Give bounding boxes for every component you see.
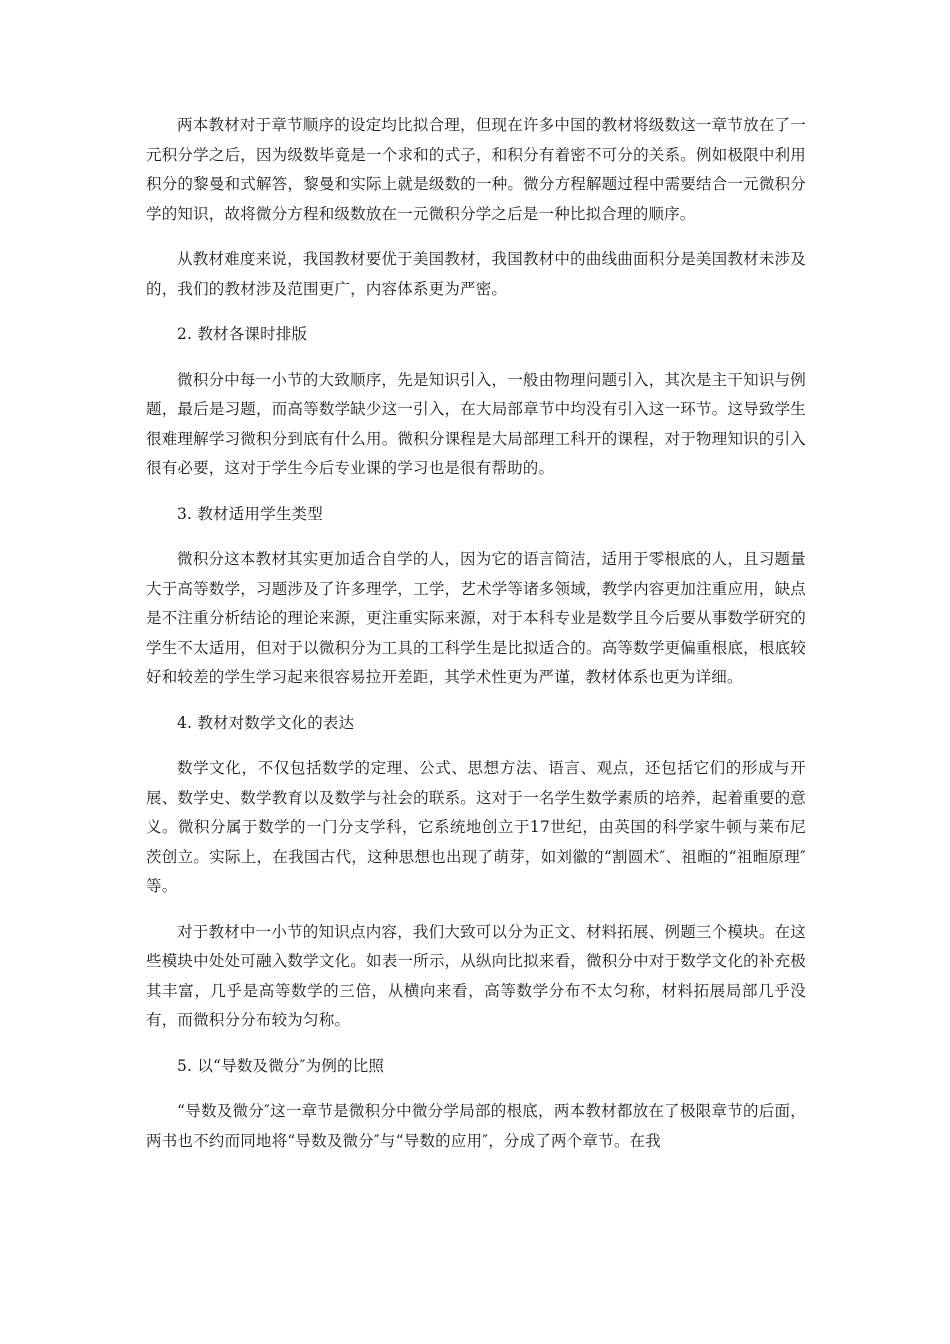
- paragraph-knowledge-modules: 对于教材中一小节的知识点内容，我们大致可以分为正文、材料拓展、例题三个模块。在这些模块中处处可融入数学文化。如表一所示，从纵向比拟来看，微积分中对于数学文化的补充极其丰富，几乎是高等数学的三倍，从横向来看，高等数学分布不太匀称，材料拓展局部几乎没有，而微积分分布较为匀称。: [146, 922, 806, 1029]
- section-heading-3: 3. 教材适用学生类型: [177, 504, 323, 523]
- section-heading-4: 4. 教材对数学文化的表达: [177, 713, 355, 732]
- paragraph-lesson-layout: 微积分中每一小节的大致顺序，先是知识引入，一般由物理问题引入，其次是主干知识与例题，最后是习题，而高等数学缺少这一引入，在大局部章节中均没有引入这一环节。这导致学生很难理解学习微积分到底有什么用。微积分课程是大局部理工科开的课程，对于物理知识的引入很有必要，这对于学生今后专业课的学习也是很有帮助的。: [146, 370, 806, 477]
- paragraph-student-types: 微积分这本教材其实更加适合自学的人，因为它的语言简洁，适用于零根底的人，且习题量大于高等数学，习题涉及了许多理学，工学，艺术学等诸多领域，教学内容更加注重应用，缺点是不注重分析结论的理论来源，更注重实际来源，对于本科专业是数学且今后要从事数学研究的学生不太适用，但对于以微积分为工具的工科学生是比拟适合的。高等数学更偏重根底，根底较好和较差的学生学习起来很容易拉开差距，其学术性更为严谨，教材体系也更为详细。: [146, 550, 806, 686]
- section-heading-2: 2. 教材各课时排版: [177, 325, 308, 343]
- section-heading-5: 5. 以“导数及微分″为例的比照: [177, 1056, 385, 1075]
- document-page: [146, 111, 806, 1172]
- paragraph-chapter-order: 两本教材对于章节顺序的设定均比拟合理，但现在许多中国的教材将级数这一章节放在了一元积分学之后，因为级数毕竟是一个求和的式子，和积分有着密不可分的关系。例如极限中利用积分的黎曼和式解答，黎曼和实际上就是级数的一种。微分方程解题过程中需要结合一元微积分学的知识，故将微分方程和级数放在一元微积分学之后是一种比拟合理的顺序。: [146, 116, 806, 223]
- paragraph-math-culture: 数学文化，不仅包括数学的定理、公式、思想方法、语言、观点，还包括它们的形成与开展、数学史、数学教育以及数学与社会的联系。这对于一名学生数学素质的培养，起着重要的意义。微积分属于数学的一门分支学科，它系统地创立于17世纪，由英国的科学家牛顿与莱布尼茨创立。实际上，在我国古代，这种思想也出现了萌芽，如刘徽的“割圆术″、祖暅的“祖暅原理″等。: [146, 759, 806, 895]
- paragraph-difficulty: 从教材难度来说，我国教材要优于美国教材，我国教材中的曲线曲面积分是美国教材未涉及的，我们的教材涉及范围更广，内容体系更为严密。: [146, 250, 806, 298]
- paragraph-derivative-comparison: “导数及微分″这一章节是微积分中微分学局部的根底，两本教材都放在了极限章节的后面，两书也不约而同地将“导数及微分″与“导数的应用″，分成了两个章节。在我: [146, 1102, 806, 1150]
